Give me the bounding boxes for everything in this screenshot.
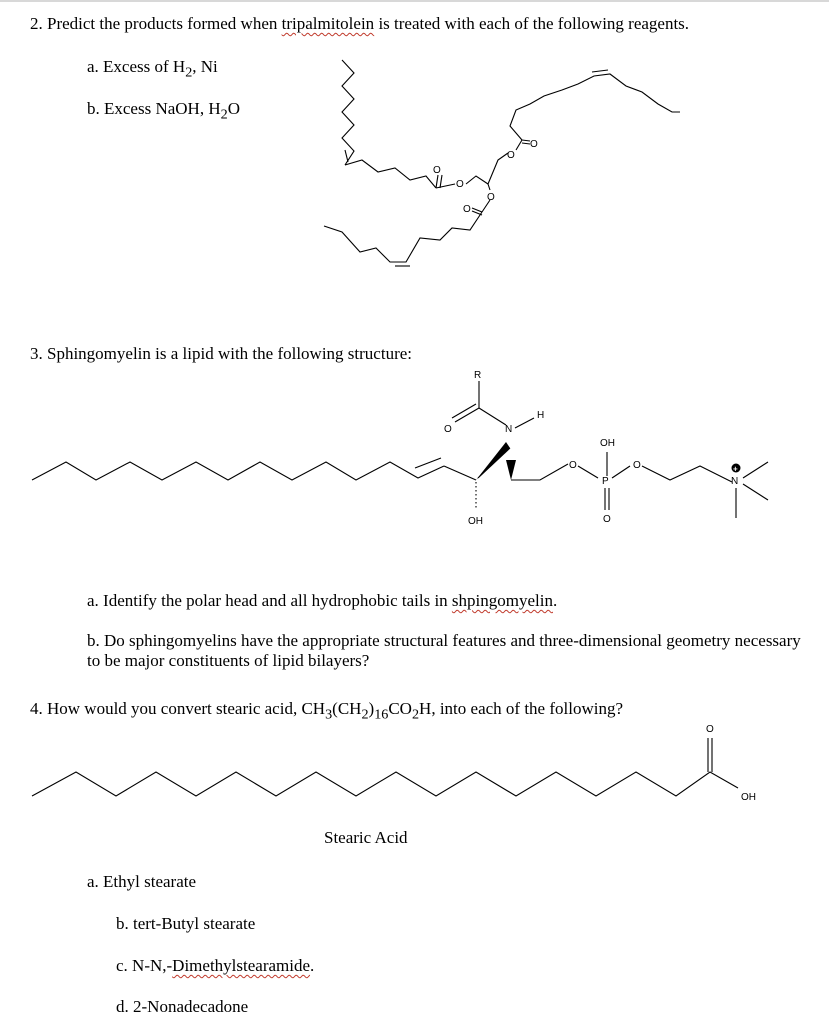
stearic-acid-caption: Stearic Acid: [324, 828, 408, 847]
choline-n: N: [731, 476, 739, 487]
ester2-o: O: [487, 192, 495, 203]
ester1-o: O: [456, 179, 464, 190]
amide-h: H: [537, 410, 545, 421]
q2-title: 2. Predict the products formed when tripalmitolein is treated with each of the following reagents.: [30, 14, 690, 33]
q3-title: 3. Sphingomyelin is a lipid with the following structure:: [30, 344, 412, 363]
positive-charge: +: [733, 464, 738, 474]
ester1-carbonyl-o: O: [433, 165, 441, 176]
ester3-o: O: [507, 150, 515, 161]
q2-option-a: a. Excess of $H_2$, Ni: [87, 57, 218, 81]
q2-option-b: b. Excess NaOH, $H_2O$: [87, 99, 240, 123]
amide-carbonyl-o: O: [444, 424, 452, 435]
q4-title: 4. How would you convert stearic acid, $CH_3(CH_2)_{16}CO_2H$, into each of the following?: [30, 699, 623, 723]
acid-oh: OH: [741, 792, 756, 803]
phosphate-o: O: [603, 514, 611, 525]
amide-n: N: [505, 424, 513, 435]
q4-option-c: c. N-N,-Dimethylstearamide.: [116, 956, 315, 975]
ester3-carbonyl-o: O: [530, 139, 538, 150]
phosphate-oh: OH: [600, 438, 615, 449]
ester2-carbonyl-o: O: [463, 204, 471, 215]
q3-option-b: b. Do sphingomyelins have the appropriate structural features and three-dimensional geometry necessary to be major constituents of lipid bilayers?: [87, 631, 801, 670]
r-group: R: [474, 370, 482, 381]
phosphoester-o2: O: [633, 460, 641, 471]
phosphoester-o1: O: [569, 460, 577, 471]
phosphorus: P: [602, 476, 609, 487]
q4-option-b: b. tert-Butyl stearate: [116, 914, 256, 933]
q3-option-a: a. Identify the polar head and all hydrophobic tails in shpingomyelin.: [87, 591, 558, 610]
q4-option-d: d. 2-Nonadecadone: [116, 997, 249, 1016]
acid-carbonyl-o: O: [706, 724, 714, 735]
c3-oh: OH: [468, 516, 483, 527]
q4-option-a: a. Ethyl stearate: [87, 872, 197, 891]
